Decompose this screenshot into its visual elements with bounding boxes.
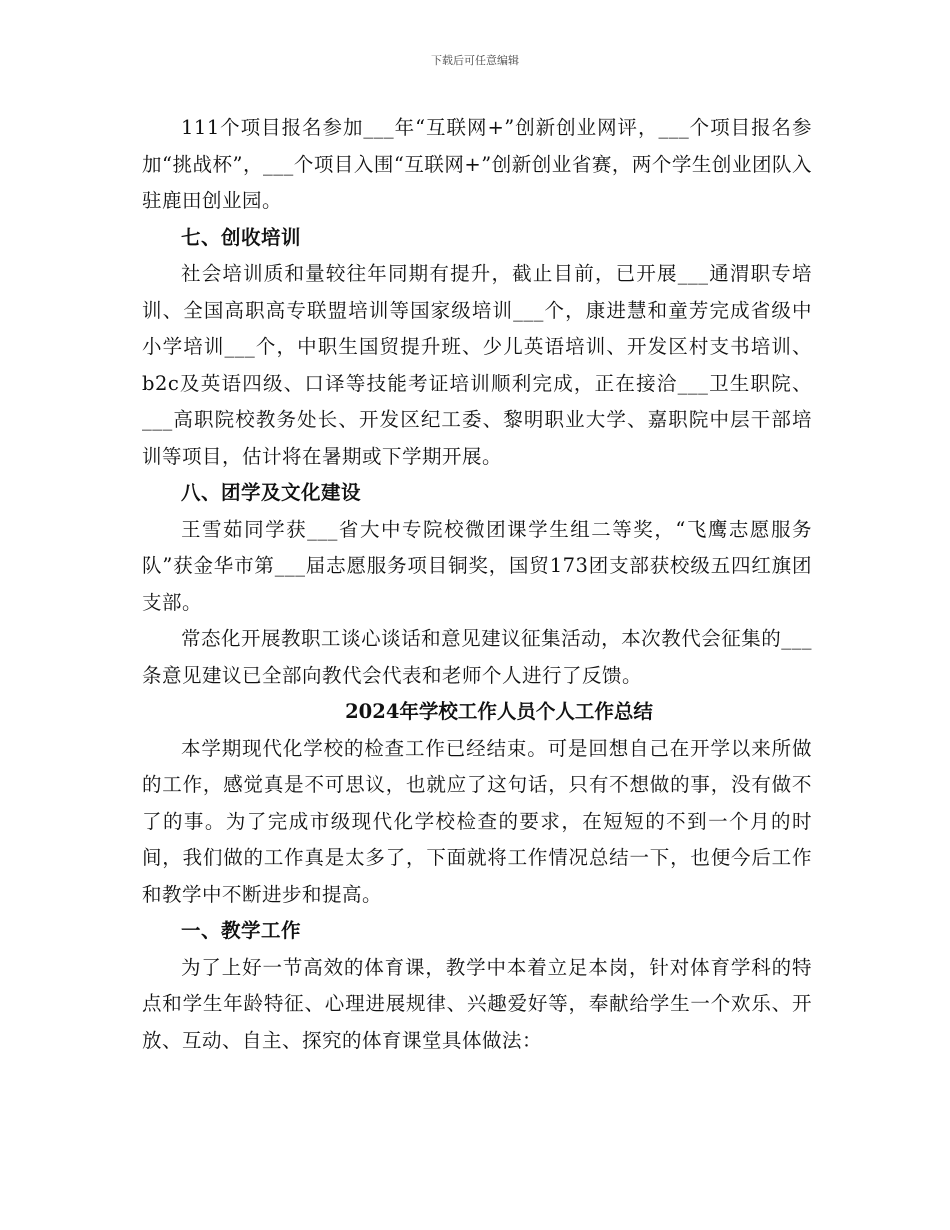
paragraph-social-training: 社会培训质和量较往年同期有提升，截止目前，已开展___通渭职专培训、全国高职高专联盟培训等国家级培训___个，康进慧和童芳完成省级中小学培训___个，中职生国贸提升班、少儿英语培训、开发区村支书培训、b2c及英语四级、口译等技能考证培训顺利完成，正在接洽___卫生职院、___高职院校教务处长、开发区纪工委、黎明职业大学、嘉职院中层干部培训等项目，估计将在暑期或下学期开展。 xyxy=(142,262,812,468)
section-heading-training: 七、创收培训 xyxy=(181,225,302,249)
page-header: 下载后可任意编辑 xyxy=(431,54,519,67)
paragraph-summary-intro: 本学期现代化学校的检查工作已经结束。可是回想自己在开学以来所做的工作，感觉真是不可思议，也就应了这句话，只有不想做的事，没有做不了的事。为了完成市级现代化学校检查的要求，在短短的不到一个月的时间，我们做的工作真是太多了，下面就将工作情况总结一下，也便今后工作和教学中不断进步和提高。 xyxy=(142,736,812,906)
section-heading-youth-culture: 八、团学及文化建设 xyxy=(181,481,362,504)
section-heading-teaching: 一、教学工作 xyxy=(181,919,302,942)
paragraph-awards: 王雪茹同学获___省大中专院校微团课学生组二等奖，“飞鹰志愿服务队”获金华市第___届志愿服务项目铜奖，国贸173团支部获校级五四红旗团支部。 xyxy=(142,517,812,614)
paragraph-innovation-projects: 111个项目报名参加___年“互联网+”创新创业网评，___个项目报名参加“挑战杯”，___个项目入围“互联网+”创新创业省赛，两个学生创业团队入驻鹿田创业园。 xyxy=(142,116,812,212)
paragraph-teaching-method: 为了上好一节高效的体育课，教学中本着立足本岗，针对体育学科的特点和学生年龄特征、心理进展规律、兴趣爱好等，奉献给学生一个欢乐、开放、互动、自主、探究的体育课堂具体做法： xyxy=(142,955,812,1052)
document-title: 2024年学校工作人员个人工作总结 xyxy=(345,700,653,723)
paragraph-feedback: 常态化开展教职工谈心谈话和意见建议征集活动，本次教代会征集的___条意见建议已全部向教代会代表和老师个人进行了反馈。 xyxy=(142,627,812,687)
document-body xyxy=(142,110,812,1059)
